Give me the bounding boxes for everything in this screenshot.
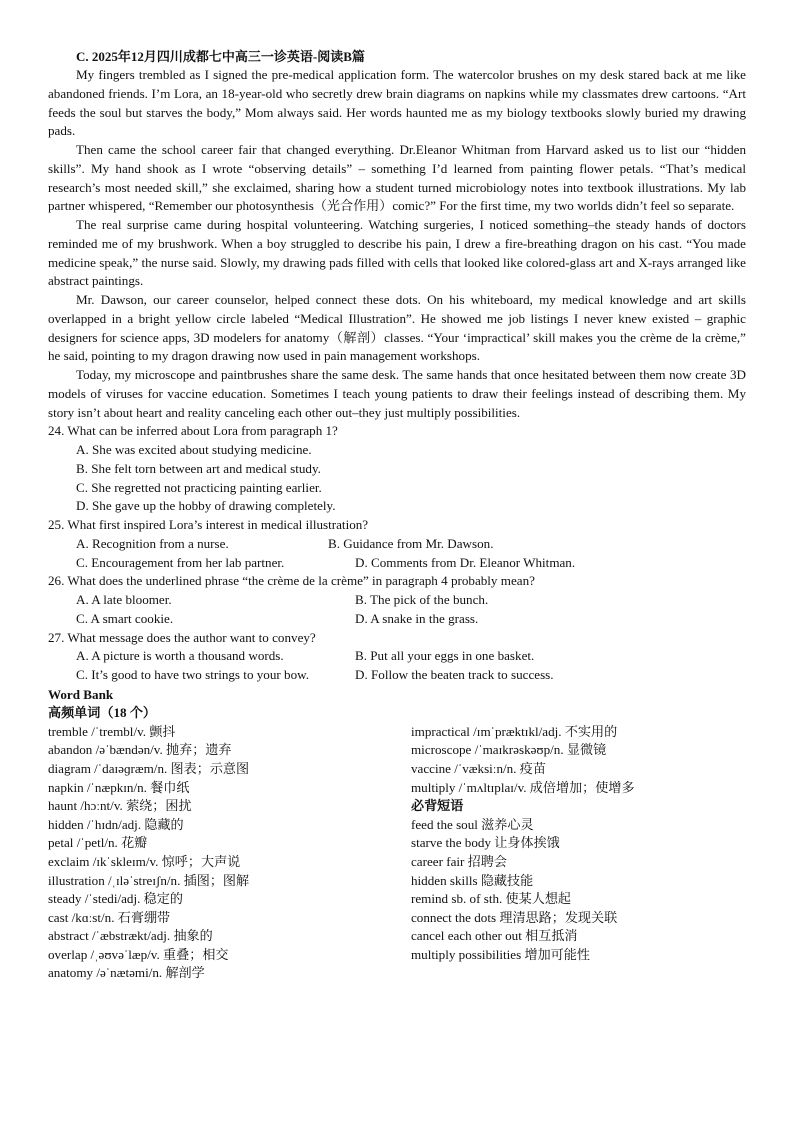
word-entry: multiply /ˈmʌltɪplaɪ/v. 成倍增加；使增多 [411,779,635,795]
word-entry: vaccine /ˈvæksiːn/n. 疫苗 [411,760,546,776]
word-entry: exclaim /ɪkˈskleɪm/v. 惊呼；大声说 [48,853,241,869]
option-a: A. A picture is worth a thousand words. [76,648,284,664]
phrases-title: 必背短语 [411,798,464,814]
word-list-left [48,723,398,983]
word-entry: petal /ˈpetl/n. 花瓣 [48,835,148,851]
option-c: C. A smart cookie. [76,610,174,626]
word-entry: hidden /ˈhɪdn/adj. 隐藏的 [48,816,184,832]
phrase-entry: remind sb. of sth. 使某人想起 [411,891,572,907]
word-entry: abandon /əˈbændən/v. 抛弃；遗弃 [48,742,232,758]
phrase-entry: feed the soul 滋养心灵 [411,816,534,832]
option-a: A. She was excited about studying medicine. [76,442,312,457]
word-entry: anatomy /əˈnætəmi/n. 解剖学 [48,965,205,981]
question-stem: 25. What first inspired Lora’s interest in medical illustration? [48,517,369,532]
question-stem: 27. What message does the author want to convey? [48,629,316,645]
phrase-entry: career fair 招聘会 [411,853,507,869]
question-24 [48,422,746,516]
frequent-words-title: 高频单词（18 个） [48,705,157,721]
word-entry: haunt /hɔːnt/v. 萦绕；困扰 [48,798,192,814]
phrase-entry: hidden skills 隐藏技能 [411,872,534,888]
question-27 [48,629,746,685]
option-row [48,610,746,629]
option-b: B. The pick of the bunch. [355,592,489,607]
option-b: B. Guidance from Mr. Dawson. [328,535,494,551]
option-row [48,591,746,610]
option-d: D. Follow the beaten track to success. [355,667,554,682]
word-entry: impractical /ɪmˈpræktɪkl/adj. 不实用的 [411,723,618,739]
option-d: D. A snake in the grass. [355,610,479,626]
phrase-entry: connect the dots 理清思路；发现关联 [411,909,618,925]
option-row [48,647,746,666]
option-c: C. It’s good to have two strings to your bow. [76,667,310,682]
option-c: C. Encouragement from her lab partner. [76,554,285,570]
phrase-entry: cancel each other out 相互抵消 [411,928,578,944]
option-row [48,666,746,685]
word-entry: tremble /ˈtrembl/v. 颤抖 [48,723,176,739]
word-entry: steady /ˈstedi/adj. 稳定的 [48,891,183,907]
word-entry: abstract /ˈæbstrækt/adj. 抽象的 [48,928,213,944]
option-b: B. Put all your eggs in one basket. [355,648,535,664]
word-entry: overlap /ˌəʊvəˈlæp/v. 重叠；相交 [48,946,229,962]
option-row [48,535,746,554]
word-entry: cast /kɑːst/n. 石膏绷带 [48,909,171,925]
word-entry: diagram /ˈdaɪəɡræm/n. 图表；示意图 [48,760,250,776]
paragraph-4: Mr. Dawson, our career counselor, helped connect these dots. On his whiteboard, my medical knowledge and art skills overlapped in a bright yellow circle labeled “Medical Illustration”. He showed me job listings I never knew existed – graphic designers for science apps, 3D modelers for anatomy（解剖）classes. “Your ‘impractical’ skill makes you the crème de la crème,” he said, pointing to my dragon drawing now used in pain management workshops. [48,292,746,364]
option-d: D. She gave up the hobby of drawing completely. [76,498,336,514]
paragraph-1: My fingers trembled as I signed the pre-medical application form. The watercolor brushes on my desk stared back at me like abandoned friends. I’m Lora, an 18-year-old who secretly drew brain diagrams on napkins while my classmates drew cartoons. “Art feeds the soul but starves the body,” Mom always said. Her words haunted me as my biology textbooks slowly buried my drawing pads. [48,67,746,139]
document-page [48,47,746,1013]
phrase-entry: starve the body 让身体挨饿 [411,835,560,851]
word-bank [48,723,746,1013]
paragraph-5: Today, my microscope and paintbrushes share the same desk. The same hands that once hesitated between them now create 3D models of viruses for vaccine education. Sometimes I teach young patients to draw their feelings instead of describing them. My story isn’t about heart and reality canceling each other out–they just multiply possibilities. [48,367,746,420]
word-entry: microscope /ˈmaɪkrəskəʊp/n. 显微镜 [411,742,607,758]
word-entry: napkin /ˈnæpkɪn/n. 餐巾纸 [48,779,190,795]
word-list-right [411,723,751,965]
paragraph-2: Then came the school career fair that changed everything. Dr.Eleanor Whitman from Harvard asked us to list our “hidden skills”. My hand shook as I wrote “observing details” – something I’d learned from painting flower petals. “That’s medical research’s most needed skill,” she exclaimed, sharing how a student turned microbiology notes into textbook illustrations. My lab partner whispered, “Remember our photosynthesis（光合作用）comic?” For the first time, my two worlds didn’t feel so separate. [48,142,746,214]
paragraph-3: The real surprise came during hospital volunteering. Watching surgeries, I noticed something–the steady hands of doctors reminded me of my brushwork. When a boy struggled to describe his pain, I drew a fire-breathing dragon on his cast. “You made medicine speak,” the nurse said. Slowly, my drawing pads filled with cells that looked like colored-glass art and X-rays arranged like abstract paintings. [48,217,746,289]
option-b: B. She felt torn between art and medical study. [76,460,321,476]
option-row [48,554,746,573]
option-c: C. She regretted not practicing painting earlier. [76,479,322,495]
question-25 [48,516,746,572]
article-title: C. 2025年12月四川成都七中高三一诊英语-阅读B篇 [76,49,365,64]
question-stem: 24. What can be inferred about Lora from paragraph 1? [48,423,338,439]
word-bank-title: Word Bank [48,686,114,702]
phrase-entry: multiply possibilities 增加可能性 [411,946,590,962]
word-entry: illustration /ˌɪləˈstreɪʃn/n. 插图；图解 [48,872,250,888]
question-26 [48,572,746,628]
question-stem: 26. What does the underlined phrase “the crème de la crème” in paragraph 4 probably mean? [48,573,535,589]
option-a: A. A late bloomer. [76,592,172,607]
option-d: D. Comments from Dr. Eleanor Whitman. [355,554,576,570]
option-a: A. Recognition from a nurse. [76,535,229,551]
